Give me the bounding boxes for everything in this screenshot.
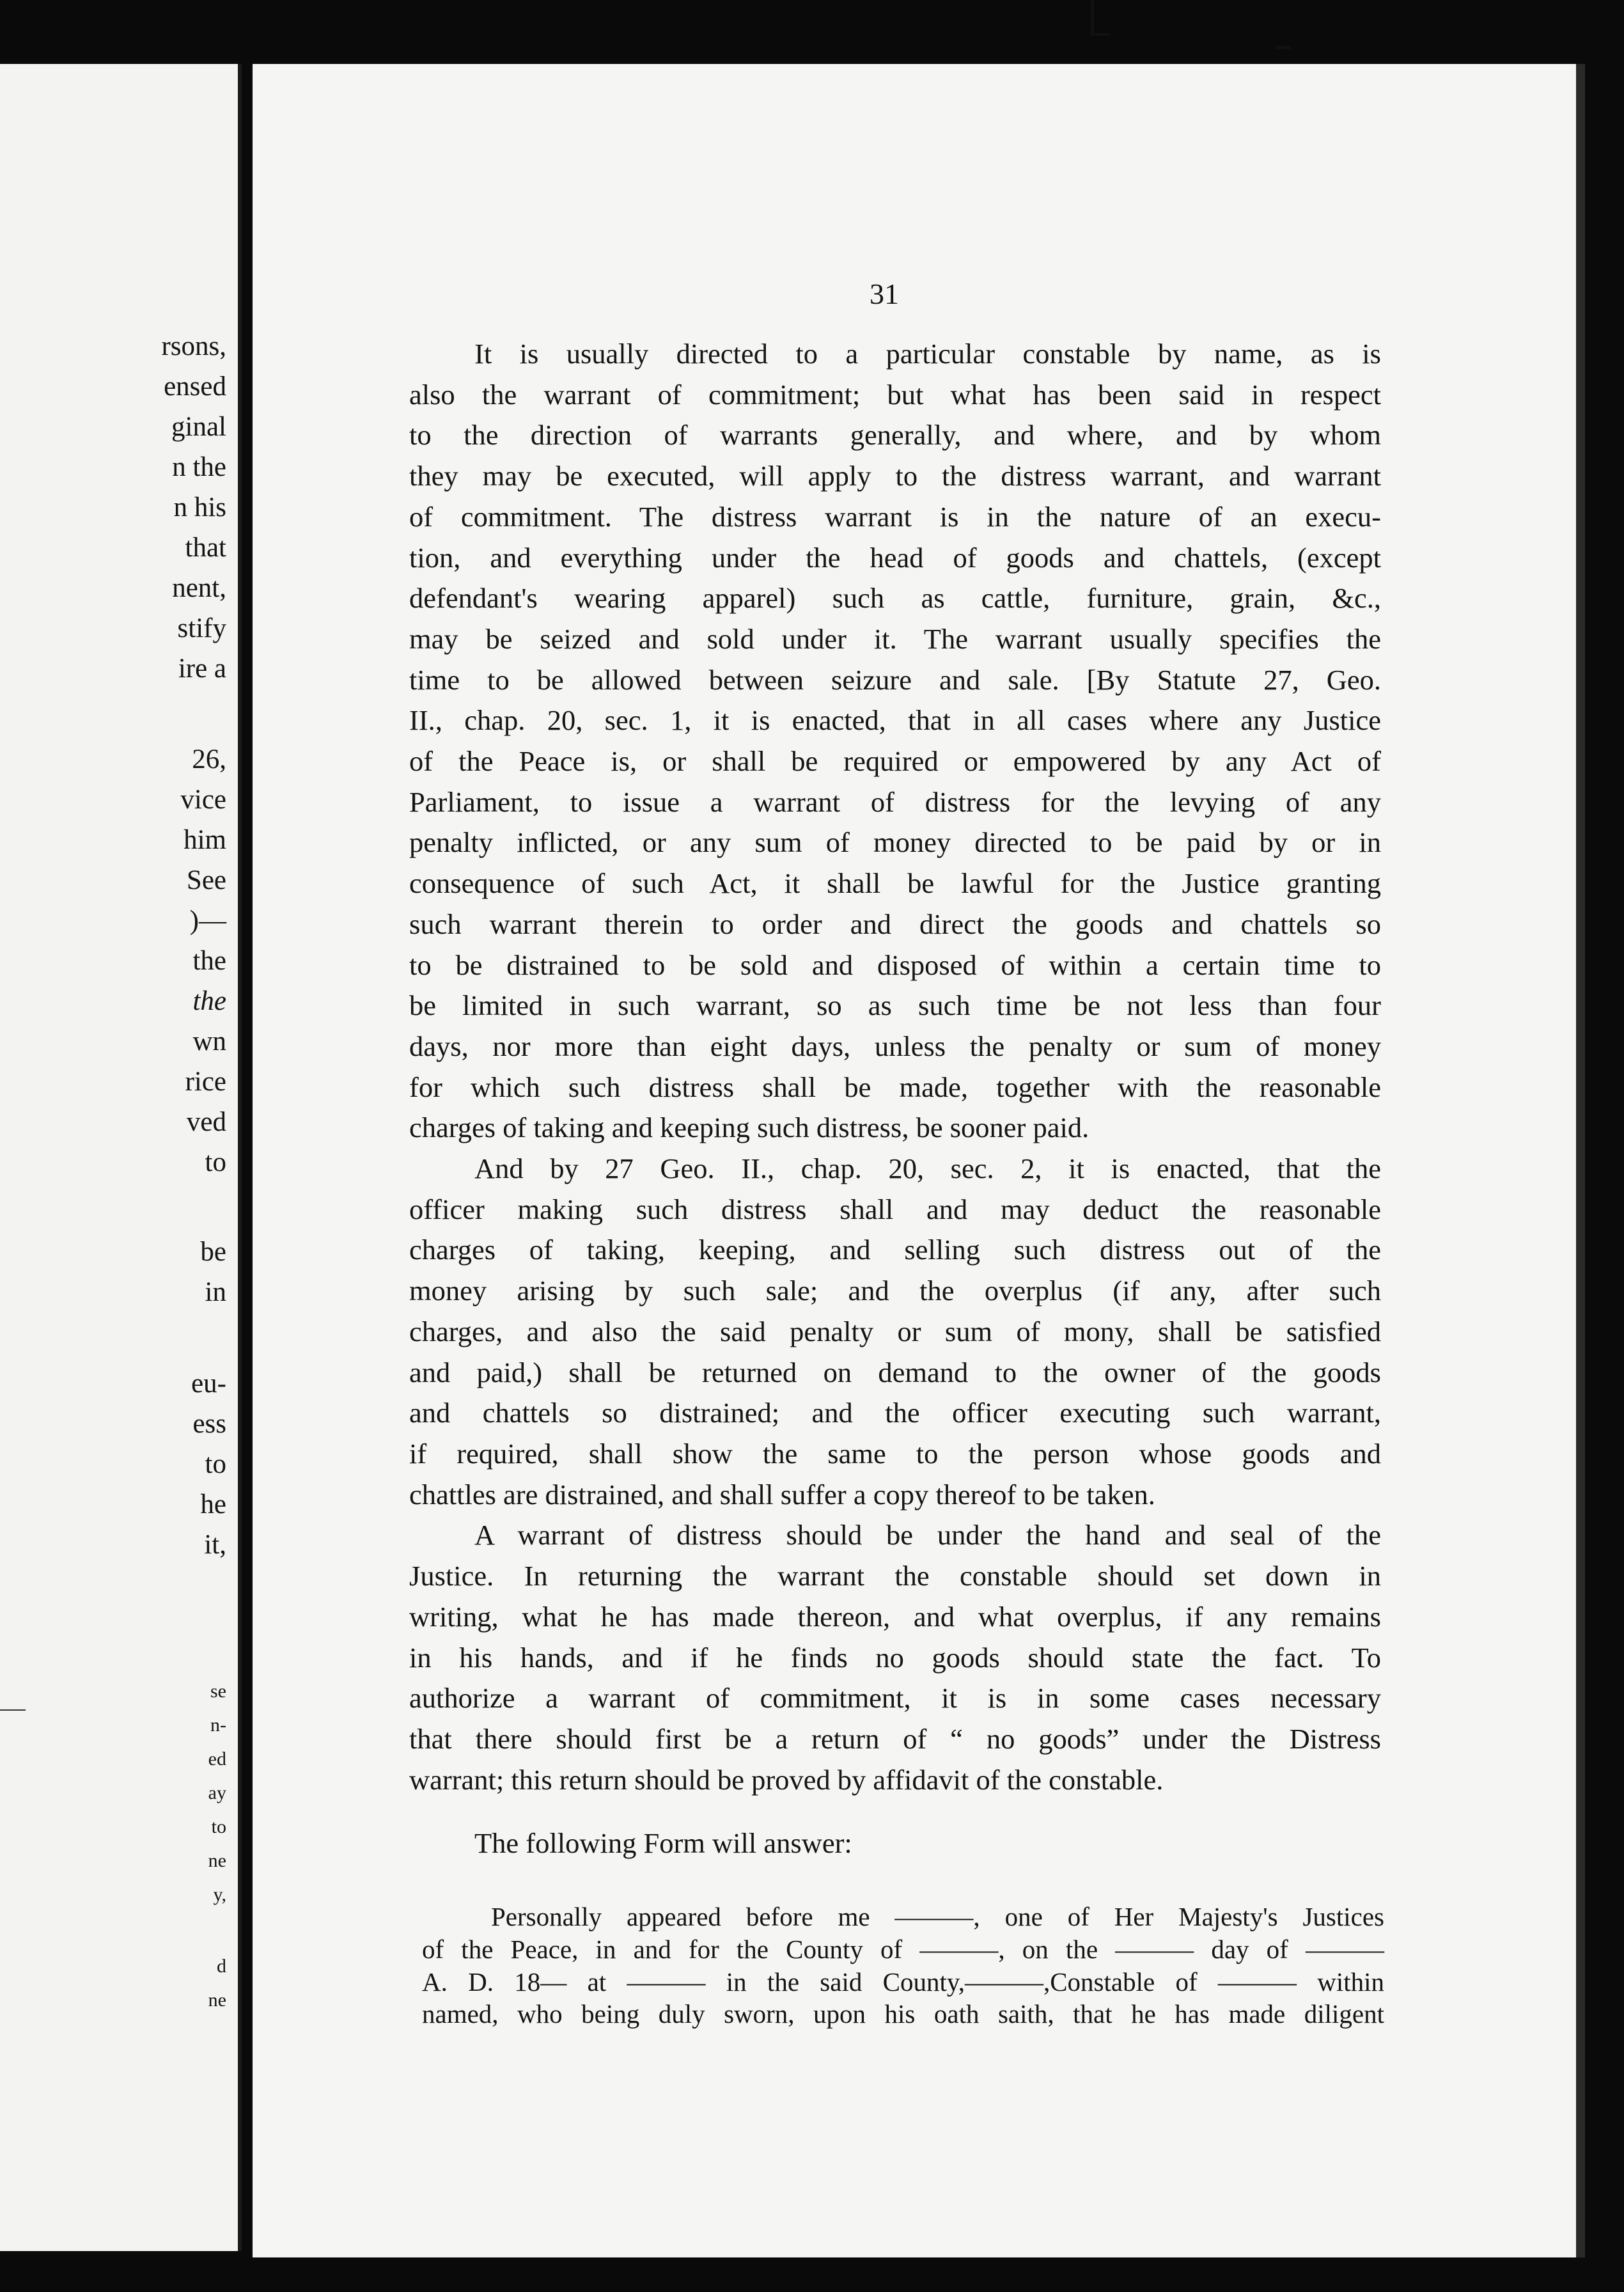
facing-page-text-fragment: 26, <box>192 744 226 774</box>
facing-page-text-fragment: to <box>211 1816 226 1837</box>
facing-page-text-fragment: ay <box>208 1782 226 1803</box>
facing-page-text-fragment: rice <box>185 1067 226 1097</box>
text-line: A warrant of distress should be under the hand and seal of the <box>474 1519 1381 1551</box>
facing-page-text-fragment: n the <box>172 452 226 482</box>
facing-page-text-fragment: wn <box>192 1026 226 1056</box>
text-line: consequence of such Act, it shall be lawful for the Justice granting <box>409 867 1381 900</box>
facing-page-text-fragment: ginal <box>171 412 226 442</box>
facing-page-text-fragment: to <box>205 1147 226 1177</box>
facing-page-text-fragment: ed <box>208 1748 226 1770</box>
text-line: charges of taking, keeping, and selling such distress out of the <box>409 1234 1381 1266</box>
text-line: they may be executed, will apply to the distress warrant, and warrant <box>409 460 1381 492</box>
binding-mark <box>1091 33 1110 36</box>
text-line: The following Form will answer: <box>474 1827 852 1860</box>
facing-page-text-fragment: ne <box>208 1850 226 1871</box>
text-line: And by 27 Geo. II., chap. 20, sec. 2, it is enacted, that the <box>474 1152 1381 1185</box>
text-line: and chattels so distrained; and the officer executing such warrant, <box>409 1397 1381 1429</box>
text-line: tion, and everything under the head of goods and chattels, (except <box>409 541 1381 574</box>
facing-page-text-fragment: the <box>192 946 226 976</box>
text-line: money arising by such sale; and the overplus (if any, after such <box>409 1275 1381 1307</box>
form-text-line: Personally appeared before me ———, one of Her Majesty's Justices <box>491 1902 1384 1931</box>
facing-page-text-fragment: See <box>186 865 226 895</box>
text-line: charges of taking and keeping such distress, be sooner paid. <box>409 1111 1089 1144</box>
text-line: that there should first be a return of “ no goods” under the Distress <box>409 1722 1381 1755</box>
body-text <box>409 334 1381 1864</box>
facing-page-text-fragment: rsons, <box>161 331 226 361</box>
text-line: days, nor more than eight days, unless the penalty or sum of money <box>409 1030 1381 1062</box>
facing-page-text-fragment: that <box>185 533 226 563</box>
facing-page-text-fragment: be <box>200 1237 226 1267</box>
facing-page-text-fragment: in <box>205 1277 226 1307</box>
facing-page-text-fragment: eu- <box>191 1369 226 1399</box>
text-line: authorize a warrant of commitment, it is in some cases necessary <box>409 1682 1381 1715</box>
text-line: in his hands, and if he finds no goods should state the fact. To <box>409 1641 1381 1674</box>
form-text-line: of the Peace, in and for the County of ———, on the ——— day of ——— <box>422 1934 1384 1964</box>
text-line: if required, shall show the same to the person whose goods and <box>409 1437 1381 1470</box>
facing-page-text-fragment: ess <box>192 1409 226 1439</box>
text-line: It is usually directed to a particular constable by name, as is <box>474 338 1381 370</box>
page-number: 31 <box>870 278 899 310</box>
facing-page-text-fragment: n his <box>173 492 226 522</box>
text-line: may be seized and sold under it. The warrant usually specifies the <box>409 622 1381 655</box>
facing-page-text-fragment: )— <box>189 906 226 936</box>
facing-page-fragment <box>0 64 242 2251</box>
facing-page-text-fragment: ire a <box>178 654 226 684</box>
text-line: charges, and also the said penalty or sum of mony, shall be satisfied <box>409 1315 1381 1347</box>
affidavit-form-text <box>422 1901 1384 2030</box>
binding-mark <box>1276 46 1290 49</box>
facing-page-text-fragment: se <box>210 1681 226 1702</box>
facing-page-text-fragment: the <box>192 986 226 1016</box>
text-line: chattles are distrained, and shall suffer a copy thereof to be taken. <box>409 1478 1155 1511</box>
facing-page-text-fragment: he <box>200 1489 226 1519</box>
facing-page-text-fragment: ensed <box>164 372 226 402</box>
text-line: officer making such distress shall and may deduct the reasonable <box>409 1193 1381 1225</box>
facing-page-text-fragment: stify <box>177 613 226 643</box>
text-line: and paid,) shall be returned on demand to the owner of the goods <box>409 1356 1381 1388</box>
text-line: to the direction of warrants generally, and where, and by whom <box>409 419 1381 451</box>
text-line: time to be allowed between seizure and sale. [By Statute 27, Geo. <box>409 663 1381 696</box>
facing-page-text-fragment: to <box>205 1449 226 1479</box>
text-line: to be distrained to be sold and disposed of within a certain time to <box>409 948 1381 981</box>
footnote-rule <box>0 1709 26 1711</box>
facing-page-text-fragment: d <box>217 1956 226 1977</box>
facing-page-text-fragment: ne <box>208 1990 226 2011</box>
binding-mark <box>1091 0 1094 35</box>
facing-page-text-fragment: vice <box>180 785 226 815</box>
form-text-line: named, who being duly sworn, upon his oath saith, that he has made diligent <box>422 1999 1384 2029</box>
facing-page-text-fragment: y, <box>213 1884 226 1905</box>
text-line: writing, what he has made thereon, and what overplus, if any remains <box>409 1600 1381 1633</box>
facing-page-text-fragment: it, <box>204 1530 226 1560</box>
facing-page-text-fragment: nent, <box>172 573 226 603</box>
facing-page-text-fragment: ved <box>186 1107 226 1137</box>
text-line: also the warrant of commitment; but what has been said in respect <box>409 378 1381 411</box>
form-text-line: A. D. 18— at ——— in the said County,———,Constable of ——— within <box>422 1966 1384 1997</box>
text-line: Parliament, to issue a warrant of distress for the levying of any <box>409 785 1381 818</box>
text-line: be limited in such warrant, so as such time be not less than four <box>409 989 1381 1022</box>
text-line: for which such distress shall be made, together with the reasonable <box>409 1071 1381 1103</box>
text-line: penalty inflicted, or any sum of money directed to be paid by or in <box>409 826 1381 859</box>
text-line: Justice. In returning the warrant the constable should set down in <box>409 1560 1381 1592</box>
text-line: II., chap. 20, sec. 1, it is enacted, that in all cases where any Justice <box>409 704 1381 737</box>
text-line: of commitment. The distress warrant is in the nature of an execu- <box>409 500 1381 533</box>
text-line: defendant's wearing apparel) such as cattle, furniture, grain, &c., <box>409 582 1381 615</box>
text-line: of the Peace is, or shall be required or empowered by any Act of <box>409 745 1381 778</box>
facing-page-text-fragment: him <box>183 825 226 855</box>
text-line: warrant; this return should be proved by affidavit of the constable. <box>409 1763 1164 1796</box>
text-line: such warrant therein to order and direct the goods and chattels so <box>409 907 1381 940</box>
facing-page-text-fragment: n- <box>210 1715 226 1736</box>
